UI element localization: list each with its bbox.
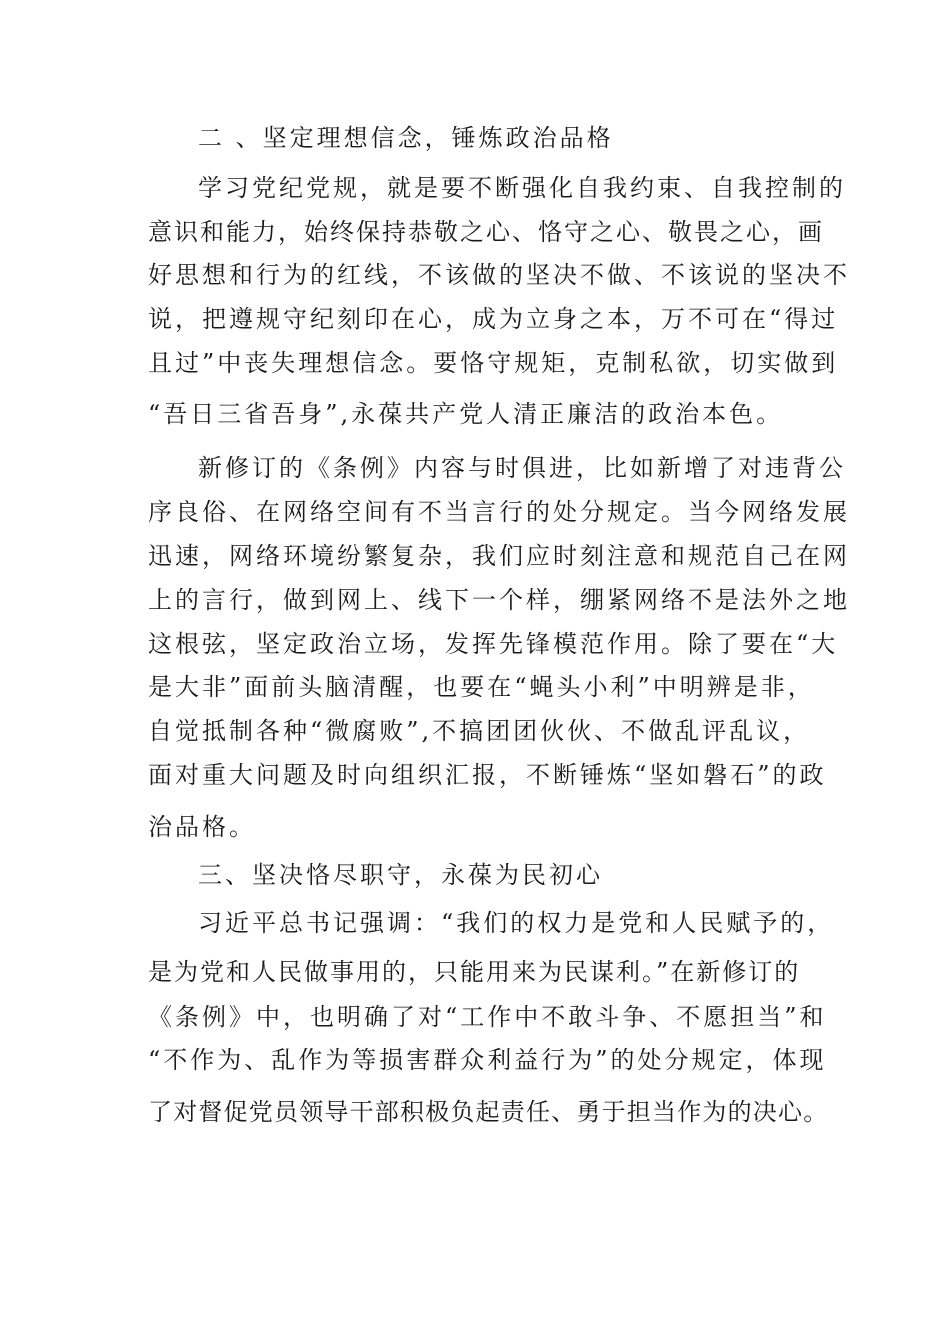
paragraph-line: 了对督促党员领导干部积极负起责任、勇于担当作为的决心。 [148,1098,829,1126]
paragraph-line: 是为党和人民做事用的，只能用来为民谋利。”在新修订的 [148,958,801,986]
paragraph-line: 序良俗、在网络空间有不当言行的处分规定。当今网络发展 [148,498,850,526]
paragraph-line: 上的言行，做到网上、线下一个样，绷紧网络不是法外之地 [148,586,850,614]
paragraph-line: 这根弦，坚定政治立场，发挥先锋模范作用。除了要在“大 [148,630,839,658]
paragraph-line: 是大非”面前头脑清醒，也要在“蝇头小利”中明辨是非， [148,673,815,701]
paragraph-line: 治品格。 [148,813,256,841]
section-heading-2: 二 、坚定理想信念，锤炼政治品格 [198,124,614,152]
paragraph-line: 意识和能力，始终保持恭敬之心、恪守之心、敬畏之心，画 [148,218,824,246]
paragraph-line: 习近平总书记强调：“我们的权力是党和人民赋予的， [198,909,835,937]
paragraph-line: 学习党纪党规，就是要不断强化自我约束、自我控制的 [198,174,846,202]
section-heading-3: 三、坚决恪尽职守，永葆为民初心 [198,861,603,889]
paragraph-line: “不作为、乱作为等损害群众利益行为”的处分规定，体现 [148,1046,827,1074]
paragraph-line: 说，把遵规守纪刻印在心，成为立身之本，万不可在“得过 [148,305,839,333]
paragraph-line: 好思想和行为的红线，不该做的坚决不做、不该说的坚决不 [148,261,850,289]
paragraph-line: 面对重大问题及时向组织汇报，不断锤炼“坚如磐石”的政 [148,761,827,789]
paragraph-line: 自觉抵制各种“微腐败”,不搞团团伙伙、不做乱评乱议， [148,717,811,745]
paragraph-line: 新修订的《条例》内容与时俱进，比如新增了对违背公 [198,454,846,482]
paragraph-line: 《条例》中，也明确了对“工作中不敢斗争、不愿担当”和 [148,1003,827,1031]
paragraph-line: “吾日三省吾身”,永葆共产党人清正廉洁的政治本色。 [148,400,784,428]
paragraph-line: 且过”中丧失理想信念。要恪守规矩，克制私欲，切实做到 [148,349,839,377]
paragraph-line: 迅速，网络环境纷繁复杂，我们应时刻注意和规范自己在网 [148,542,850,570]
